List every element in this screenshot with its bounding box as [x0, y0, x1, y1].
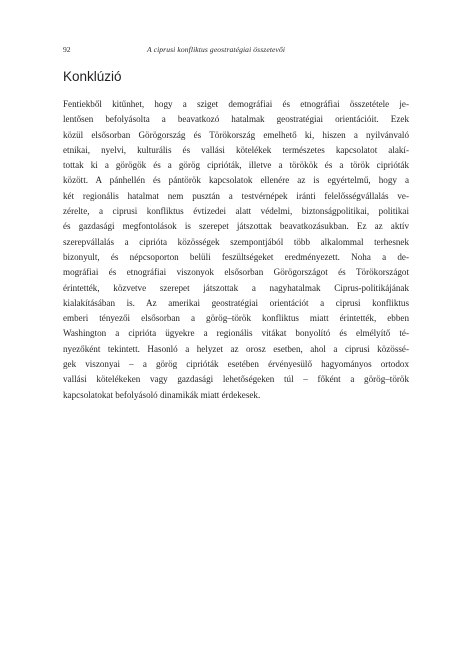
text-line: etnikai, nyelvi, kulturális és vallási kötelékek természetes kapcsolatot alakí-	[63, 144, 409, 155]
running-title: A ciprusi konfliktus geostratégiai összetevői	[147, 45, 286, 54]
text-line: szerepvállalás a ciprióta közösségek szempontjából több alkalommal terhesnek	[63, 236, 409, 247]
text-line: érintették, közvetve szerepet játszottak a nagyhatalmak Ciprus-politikájának	[63, 282, 409, 293]
text-line: és gazdasági megfontolások is szerepet játszottak beavatkozásukban. Ez az aktív	[63, 221, 409, 232]
text-line: Fentiekből kitűnhet, hogy a sziget demográfiai és etnográfiai összetétele je-	[63, 99, 409, 109]
text-line: Washington a ciprióta ügyekre a regionális vitákat bonyolító és elmélyítő té-	[63, 328, 409, 339]
running-head	[63, 44, 407, 56]
body-paragraph	[63, 97, 409, 403]
text-line: kapcsolatokat befolyásoló dinamikák miatt érdekesek.	[63, 389, 261, 400]
text-line: vallási kötelékeken vagy gazdasági lehetőségeken túl – főként a görög–török	[63, 374, 409, 385]
text-line: tottak ki a görögök és a görög ciprióták, illetve a törökök és a török ciprióták	[63, 160, 409, 171]
text-line: két regionális hatalmat nem pusztán a testvérnépek iránti felelősségvállalás ve-	[63, 190, 409, 201]
text-line: közül elsősorban Görögország és Törökország emelhető ki, hiszen a nyilvánvaló	[63, 129, 409, 140]
text-line: emberi tényezői elsősorban a görög–török konfliktus miatt érintették, ebben	[63, 313, 409, 324]
text-line: között. A pánhellén és pántörök kapcsolatok ellenére az is egyértelmű, hogy a	[63, 175, 409, 186]
section-heading: Konklúzió	[63, 69, 122, 84]
text-line: bizonyult, és népcsoporton belüli feszültségeket eredményezett. Noha a de-	[63, 251, 409, 262]
text-line: nyezőként tekintett. Hasonló a helyzet az orosz esetben, ahol a ciprusi közössé-	[63, 343, 409, 354]
text-line: gek viszonyai – a görög ciprióták esetében érvényesülő hagyományos ortodox	[63, 359, 409, 370]
text-line: mográfiai és etnográfiai viszonyok elsősorban Görögországot és Törökországot	[63, 267, 409, 278]
text-line: kialakításában is. Az amerikai geostratégiai orientációt a ciprusi konfliktus	[63, 297, 409, 308]
page-number: 92	[63, 45, 71, 54]
text-line: zérelte, a ciprusi konfliktus évtizedei alatt védelmi, biztonságpolitikai, politikai	[63, 206, 409, 217]
text-line: lentősen befolyásolta a beavatkozó hatalmak geostratégiai orientációit. Ezek	[63, 114, 409, 125]
